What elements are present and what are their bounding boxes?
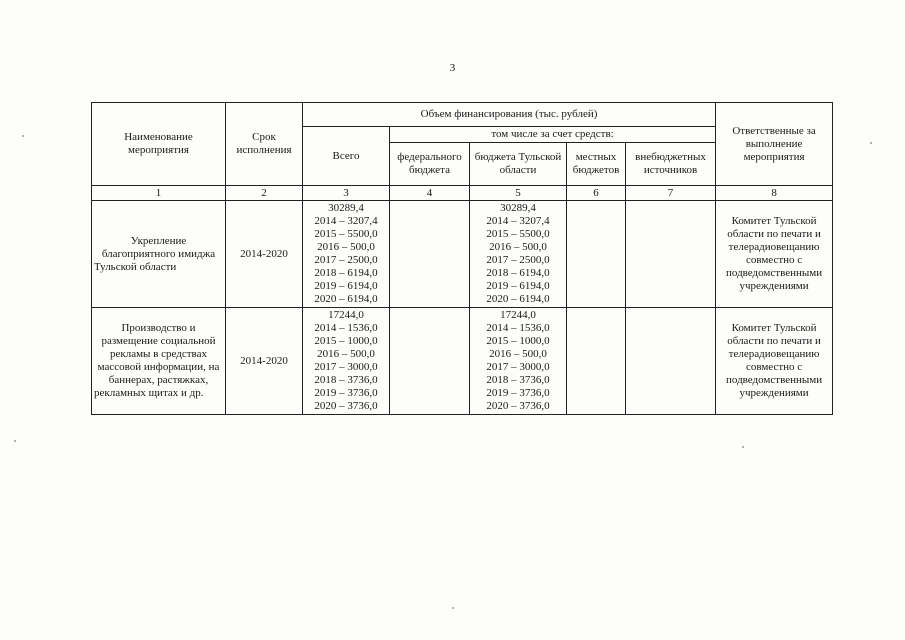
value-line: 2014 – 1536,0 [314,322,378,334]
column-number: 3 [303,186,390,201]
column-number: 8 [716,186,833,201]
value-line: 2015 – 5500,0 [486,228,550,240]
row-regional [470,308,567,415]
value-line: 2016 – 500,0 [317,348,375,360]
scan-speck [22,135,24,137]
value-line: 2016 – 500,0 [317,241,375,253]
value-line: 2020 – 6194,0 [486,293,550,305]
value-line: 2019 – 3736,0 [486,387,550,399]
column-number: 1 [92,186,226,201]
header-local: местных бюджетов [567,143,626,186]
value-line: 2020 – 6194,0 [314,293,378,305]
row-local [567,201,626,308]
value-line: 2015 – 1000,0 [486,335,550,347]
table-row [92,308,833,415]
column-number: 4 [390,186,470,201]
header-name: Наименование мероприятия [92,103,226,186]
value-line: 17244,0 [328,309,364,321]
header-term: Срок исполнения [226,103,303,186]
column-number: 6 [567,186,626,201]
table-row [92,201,833,308]
header-funding: Объем финансирования (тыс. рублей) [303,103,716,127]
row-name: Производство и размещение социальной рекламы в средствах массовой информации, на баннерах, растяжках, рекламных щитах и др. [92,308,226,415]
header-federal: федерального бюджета [390,143,470,186]
row-total [303,308,390,415]
scan-speck [870,142,872,144]
value-line: 2014 – 3207,4 [314,215,378,227]
value-line: 2018 – 6194,0 [314,267,378,279]
value-line: 2015 – 1000,0 [314,335,378,347]
value-line: 2019 – 3736,0 [314,387,378,399]
column-number: 5 [470,186,567,201]
value-line: 2017 – 2500,0 [486,254,550,266]
header-total: Всего [303,127,390,186]
value-line: 2017 – 3000,0 [314,361,378,373]
scan-speck [14,440,16,442]
value-line: 2020 – 3736,0 [314,400,378,412]
value-line: 2016 – 500,0 [489,241,547,253]
page-number: 3 [449,62,456,74]
header-including: том числе за счет средств: [390,127,716,143]
row-total [303,201,390,308]
header-responsible: Ответственные за выполнение мероприятия [716,103,833,186]
value-line: 2018 – 3736,0 [486,374,550,386]
value-line: 17244,0 [500,309,536,321]
header-regional: бюджета Тульской области [470,143,567,186]
value-line: 2016 – 500,0 [489,348,547,360]
row-responsible: Комитет Тульской области по печати и телерадиовещанию совместно с подведомственными учреждениями [716,201,833,308]
row-federal [390,308,470,415]
row-federal [390,201,470,308]
column-number: 7 [626,186,716,201]
scan-speck [742,446,744,448]
column-numbers-row [92,186,833,201]
scan-speck [452,607,454,609]
value-line: 2018 – 3736,0 [314,374,378,386]
row-extrabudget [626,201,716,308]
value-line: 2019 – 6194,0 [314,280,378,292]
value-line: 2014 – 1536,0 [486,322,550,334]
row-term: 2014-2020 [226,201,303,308]
row-term: 2014-2020 [226,308,303,415]
financing-table [91,102,833,415]
value-line: 30289,4 [328,202,364,214]
row-name: Укрепление благоприятного имиджа Тульской области [92,201,226,308]
value-line: 2019 – 6194,0 [486,280,550,292]
value-line: 30289,4 [500,202,536,214]
value-line: 2017 – 2500,0 [314,254,378,266]
row-local [567,308,626,415]
column-number: 2 [226,186,303,201]
value-line: 2015 – 5500,0 [314,228,378,240]
value-line: 2018 – 6194,0 [486,267,550,279]
value-line: 2014 – 3207,4 [486,215,550,227]
row-regional [470,201,567,308]
value-line: 2020 – 3736,0 [486,400,550,412]
value-line: 2017 – 3000,0 [486,361,550,373]
header-extrabudget: внебюджетных источников [626,143,716,186]
row-responsible: Комитет Тульской области по печати и телерадиовещанию совместно с подведомственными учреждениями [716,308,833,415]
row-extrabudget [626,308,716,415]
